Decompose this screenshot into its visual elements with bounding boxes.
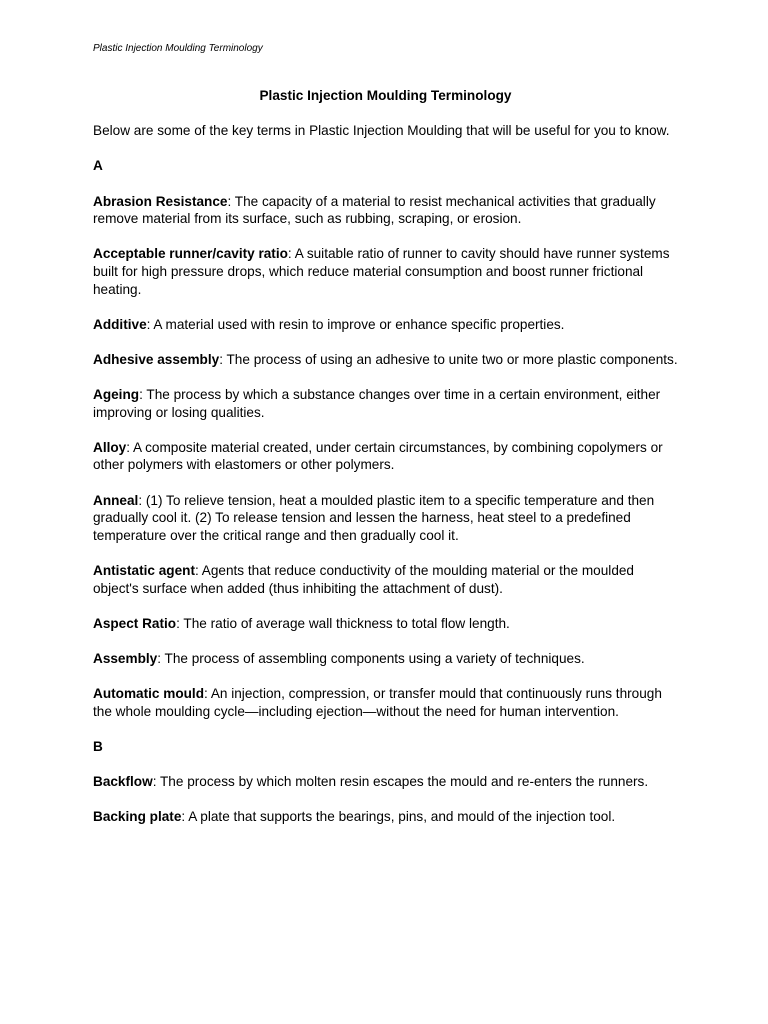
glossary-entry — [93, 808, 678, 826]
glossary-definition: : Agents that reduce conductivity of the moulding material or the moulded object's surface when added (thus inhibiting the attachment of dust). — [93, 563, 634, 596]
running-header: Plastic Injection Moulding Terminology — [93, 43, 263, 54]
glossary-term: Antistatic agent — [93, 563, 195, 579]
section-letter-a: A — [93, 158, 103, 174]
glossary-term: Acceptable runner/cavity ratio — [93, 246, 288, 262]
glossary-term: Alloy — [93, 439, 127, 455]
glossary-term: Abrasion Resistance — [93, 193, 228, 209]
glossary-entry — [93, 351, 678, 369]
glossary-entry — [93, 245, 678, 298]
glossary-definition: : The capacity of a material to resist mechanical activities that gradually remove material from its surface, such as rubbing, scraping, or erosion. — [93, 193, 656, 227]
glossary-definition: : A suitable ratio of runner to cavity should have runner systems built for high pressure drops, which reduce material consumption and boost runner frictional heating. — [93, 246, 670, 297]
document-title: Plastic Injection Moulding Terminology — [259, 88, 512, 103]
glossary-entry — [93, 685, 678, 720]
section-letter-b: B — [93, 738, 103, 754]
glossary-definition: : A composite material created, under certain circumstances, by combining copolymers or other polymers with elastomers or other polymers. — [93, 439, 663, 473]
glossary-term: Automatic mould — [93, 686, 205, 702]
glossary-definition: : An injection, compression, or transfer mould that continuously runs through the whole moulding cycle—including ejection—without the need for human intervention. — [93, 686, 662, 719]
glossary-definition: : A plate that supports the bearings, pins, and mould of the injection tool. — [181, 809, 616, 825]
glossary-term: Additive — [93, 316, 147, 332]
glossary-definition: : The process of assembling components using a variety of techniques. — [157, 651, 585, 666]
glossary-term: Backing plate — [93, 809, 182, 825]
glossary-term: Anneal — [93, 492, 139, 508]
intro-paragraph: Below are some of the key terms in Plastic Injection Moulding that will be useful for you to know. — [93, 123, 670, 139]
glossary-term: Ageing — [93, 387, 140, 403]
glossary-definition: : The process of using an adhesive to unite two or more plastic components. — [219, 351, 678, 367]
glossary-entry — [93, 193, 678, 228]
glossary-entry — [93, 439, 678, 474]
glossary-entry — [93, 562, 678, 597]
glossary-entry — [93, 316, 678, 334]
glossary-term: Assembly — [93, 651, 158, 666]
glossary-entry — [93, 615, 678, 633]
glossary-definition: : The process by which molten resin escapes the mould and re-enters the runners. — [152, 774, 649, 790]
glossary-entry — [93, 650, 678, 668]
glossary-definition: : The process by which a substance changes over time in a certain environment, either improving or losing qualities. — [93, 387, 661, 420]
document-body — [93, 87, 678, 844]
glossary-definition: : (1) To relieve tension, heat a moulded plastic item to a specific temperature and then gradually cool it. (2) To release tension and lessen the harness, heat steel to a predefined temperature over the critical range and then gradually cool it. — [93, 492, 655, 543]
glossary-entry — [93, 492, 678, 545]
glossary-definition: : The ratio of average wall thickness to total flow length. — [176, 615, 510, 631]
glossary-term: Backflow — [93, 774, 153, 790]
glossary-definition: : A material used with resin to improve or enhance specific properties. — [146, 316, 565, 332]
glossary-entry — [93, 773, 678, 791]
glossary-term: Aspect Ratio — [93, 615, 177, 631]
glossary-entry — [93, 386, 678, 421]
glossary-term: Adhesive assembly — [93, 351, 220, 367]
